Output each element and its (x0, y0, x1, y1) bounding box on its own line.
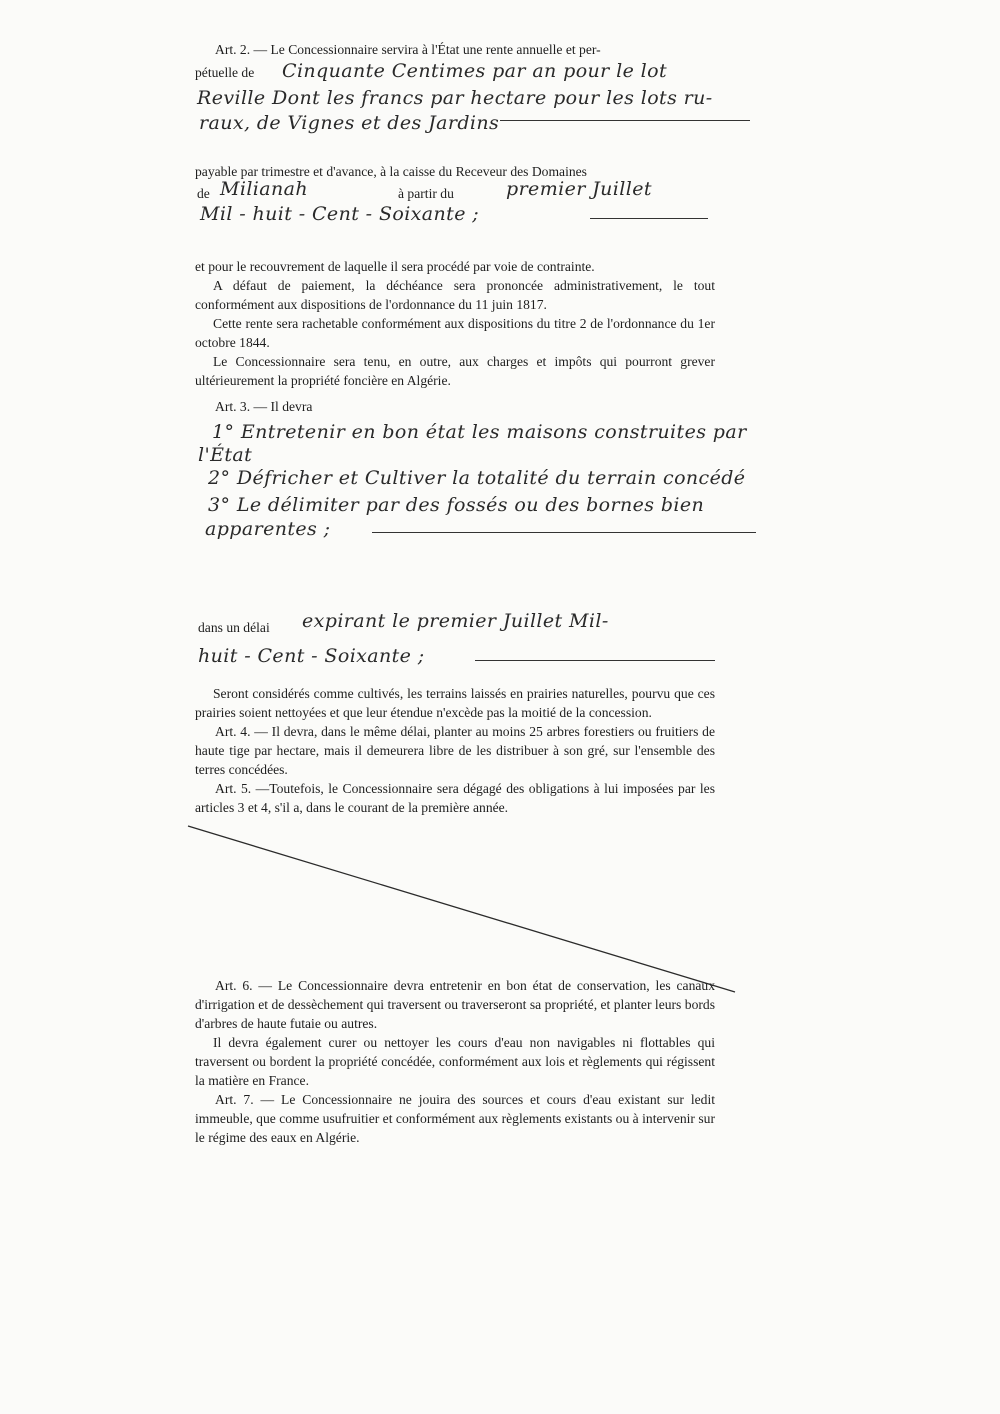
article-2-paragraph: A défaut de paiement, la déchéance sera prononcée administrativement, le tout conformément aux dispositions de l'ordonnance du 11 juin 1817. (195, 278, 715, 312)
handwritten-date-line-1: premier Juillet (506, 178, 652, 200)
handwritten-delay-line-1: expirant le premier Juillet Mil- (302, 610, 609, 632)
article-2-paragraph: Cette rente sera rachetable conformément aux dispositions du titre 2 de l'ordonnance du 1er octobre 1844. (195, 316, 715, 350)
handwritten-obligation-2: 2° Défricher et Cultiver la totalité du terrain concédé (208, 467, 746, 489)
handwritten-obligation-3: 3° Le délimiter par des fossés ou des bornes bien (208, 494, 705, 516)
handwritten-obligation-1: 1° Entretenir en bon état les maisons construites par (212, 421, 747, 443)
delay-prefix: dans un délai (198, 620, 270, 635)
article-2-paragraph: Le Concessionnaire sera tenu, en outre, aux charges et impôts qui pourront grever ultérieurement la propriété foncière en Algérie. (195, 354, 715, 388)
article-3-heading: Art. 3. — Il devra (215, 399, 313, 414)
article-2-line-2-prefix: pétuelle de (195, 65, 255, 80)
article-6-paragraph: Il devra également curer ou nettoyer les cours d'eau non navigables ni flottables qui traversent ou bordent la propriété concédée, conformément aux lois et règlements qui régissent la matière en France. (195, 1035, 715, 1088)
handwritten-place: Milianah (220, 178, 309, 200)
payable-text: payable par trimestre et d'avance, à la caisse du Receveur des Domaines (195, 164, 587, 179)
article-6-7-body (195, 976, 715, 1147)
article-5-paragraph: Art. 5. —Toutefois, le Concessionnaire sera dégagé des obligations à lui imposées par les articles 3 et 4, s'il a, dans le courant de la première année. (195, 781, 715, 815)
handwritten-obligation-1-cont: l'État (198, 444, 253, 466)
article-3-paragraph: Seront considérés comme cultivés, les terrains laissés en prairies naturelles, pourvu que ces prairies soient nettoyées et que leur étendue n'excède pas la moitié de la concession. (195, 686, 715, 720)
handwritten-delay-line-2: huit - Cent - Soixante ; (198, 645, 425, 667)
from-label: à partir du (398, 186, 454, 201)
article-2-paragraph: et pour le recouvrement de laquelle il sera procédé par voie de contrainte. (195, 259, 595, 274)
handwritten-rent-line-3: raux, de Vignes et des Jardins (199, 112, 500, 134)
handwritten-obligation-3-cont: apparentes ; (205, 518, 331, 540)
article-6-paragraph: Art. 6. — Le Concessionnaire devra entretenir en bon état de conservation, les canaux d'irrigation et de dessèchement qui traversent ou traverseront sa propriété, et planter leurs bords d'arbres de haute futaie ou autres. (195, 978, 715, 1031)
handwritten-date-line-2: Mil - huit - Cent - Soixante ; (200, 203, 480, 225)
article-2-line-1: Art. 2. — Le Concessionnaire servira à l'État une rente annuelle et per- (215, 42, 601, 57)
article-4-paragraph: Art. 4. — Il devra, dans le même délai, planter au moins 25 arbres forestiers ou fruitiers de haute tige par hectare, mais il demeurera libre de les distribuer à son gré, sur l'ensemble des terres concédées. (195, 724, 715, 777)
article-7-paragraph: Art. 7. — Le Concessionnaire ne jouira des sources et cours d'eau existant sur ledit immeuble, que comme usufruitier et conformément aux règlements existants ou à intervenir sur le régime des eaux en Algérie. (195, 1092, 715, 1145)
handwritten-rent-line-2: Reville Dont les francs par hectare pour les lots ru- (197, 87, 713, 109)
de-label: de (197, 186, 210, 201)
handwritten-rent-line-1: Cinquante Centimes par an pour le lot (282, 60, 668, 82)
